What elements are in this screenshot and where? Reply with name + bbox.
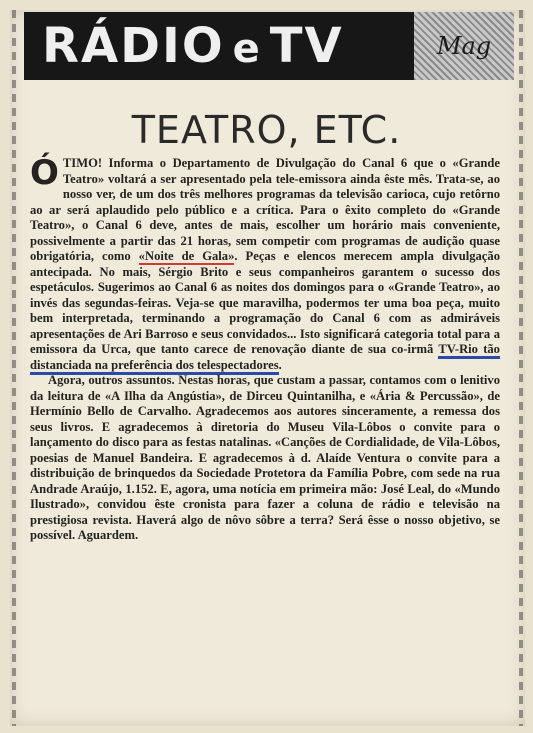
- paragraph-1: [30, 153, 500, 373]
- column-header: [24, 12, 514, 80]
- header-title: [42, 18, 344, 74]
- header-title-tv: TV: [269, 18, 344, 74]
- article-body: [30, 153, 500, 544]
- paragraph-2: Agora, outros assuntos. Nestas horas, que custam a passar, contamos com o lenitivo da leitura de «A Ilha da Angústia», de Dirceu Quintanilha, e «Ária & Percussão», de Hermínio Bello de Carvalho. Agradecemos aos autores sinceramente, a remessa dos seus livros. E agradecemos à diretoria do Museu Vila-Lôbos o convite para o lançamento do disco para as festas natalinas. «Canções de Cordialidade, de Vila-Lôbos, poesias de Manuel Bandeira. E agradecemos à d. Alaíde Ventura o convite para a distribuição de brinquedos da Sociedade Protetora da Família Pobre, com sede na rua Andrade Araújo, 1.152. E, agora, uma notícia em primeira mão: José Leal, do «Mundo Ilustrado», convidou êste cronista para fazer a coluna de rádio e televisão na prestigiosa revista. Haverá algo de nôvo sôbre a terra? Será êsse o nosso objetivo, se possível. Aguardem.: [30, 373, 500, 542]
- paragraph-1-text-c: .: [278, 357, 282, 372]
- red-underlined-phrase: «Noite de Gala»: [138, 249, 235, 263]
- blue-underlined-phrase: TV-Rio tão distanciada na preferência dos telespectadores: [30, 342, 500, 375]
- paragraph-1-text-a: TIMO! Informa o Departamento de Divulgação do Canal 6 que o «Grande Teatro» voltará a ser apresentado pela tele-emissora ainda êste mês. Trata-se, ao nosso ver, de um dos três melhores programas da televisão carioca, cujo retôrno ao ar será aplaudido pelo público e a crítica. Para o êxito completo do «Grande Teatro», o Canal 6 deve, antes de mais, escolher um horário mais conveniente, possivelmente a partir das 21 horas, sem competir com programas de audição quase obrigatória, como: [30, 156, 500, 263]
- mag-signature: Mag: [436, 32, 492, 60]
- drop-cap: Ó: [30, 153, 59, 193]
- mag-badge: [414, 12, 514, 80]
- article-title: TEATRO, ETC.: [131, 108, 402, 152]
- header-title-radio: RÁDIO: [42, 18, 225, 74]
- header-title-e: e: [232, 26, 262, 72]
- paragraph-1-text-b: . Peças e elencos merecem ampla divulgação antecipada. No mais, Sérgio Brito e seus companheiros garantem o sucesso dos espetáculos. Sugerimos ao Canal 6 as noites dos domingos para o «Grande Teatro», ao invés das segundas-feiras. Veja-se que maravilha, podermos ter uma boa peça, muito bem interpretada, terminando a programação do Canal 6 com as admiráveis apresentações de Ari Barroso e seus convidados... Isto significará categoria total para a emissora da Urca, que tanto carece de renovação diante de sua co-irmã: [30, 249, 500, 356]
